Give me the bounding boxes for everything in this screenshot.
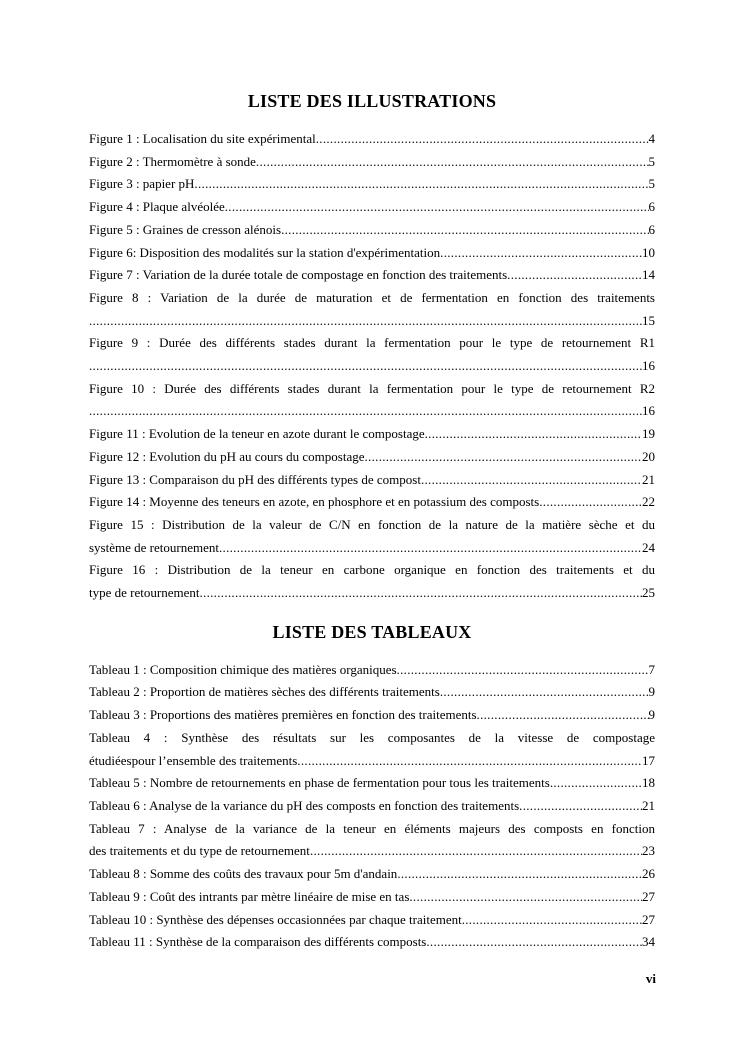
dot-leader (316, 128, 649, 151)
entry-title: Tableau 5 : Nombre de retournements en phase de fermentation pour tous les traitements (89, 775, 550, 791)
entry-page-number: 9 (648, 707, 655, 723)
entry-page-number: 18 (642, 775, 655, 791)
dot-leader (440, 681, 649, 704)
entry-page-number: 19 (642, 426, 655, 442)
toc-entry[interactable] (89, 491, 655, 514)
entry-page-number: 21 (642, 797, 655, 813)
toc-entry[interactable] (89, 818, 655, 863)
entry-title: Figure 7 : Variation de la durée totale de compostage en fonction des traitements (89, 267, 508, 283)
toc-entry[interactable] (89, 128, 655, 151)
entry-page-number: 17 (642, 752, 655, 768)
entry-continuation (89, 582, 655, 605)
dot-leader (397, 659, 649, 682)
entry-title: Figure 15 : Distribution de la valeur de C/N en fonction de la nature de la matière sèche et du (89, 516, 655, 532)
entry-page-number: 34 (642, 934, 655, 950)
entry-page-number: 25 (642, 585, 655, 601)
entry-title: Tableau 3 : Proportions des matières premières en fonction des traitements (89, 707, 477, 723)
toc-entry[interactable] (89, 681, 655, 704)
entry-continuation (89, 400, 655, 423)
toc-entry[interactable] (89, 423, 655, 446)
entry-title: Tableau 4 : Synthèse des résultats sur les composantes de la vitesse de compostage (89, 729, 655, 745)
entry-title-continued: étudiéespour l’ensemble des traitements (89, 752, 298, 768)
entry-page-number: 5 (648, 176, 655, 192)
toc-entry[interactable] (89, 332, 655, 377)
dot-leader (397, 863, 642, 886)
entry-title: Figure 12 : Evolution du pH au cours du compostage (89, 448, 365, 464)
entry-title: Figure 8 : Variation de la durée de maturation et de fermentation en fonction des traitements (89, 289, 655, 305)
toc-entry[interactable] (89, 173, 655, 196)
toc-entry[interactable] (89, 151, 655, 174)
dot-leader (425, 423, 642, 446)
dot-leader (194, 173, 648, 196)
toc-entry[interactable] (89, 514, 655, 559)
dot-leader (519, 795, 642, 818)
entry-continuation (89, 310, 655, 333)
illustrations-list (89, 128, 655, 605)
entry-page-number: 6 (648, 221, 655, 237)
entry-page-number: 16 (642, 358, 655, 374)
toc-entry[interactable] (89, 219, 655, 242)
entry-page-number: 10 (642, 244, 655, 260)
page-content (89, 88, 655, 954)
toc-entry[interactable] (89, 469, 655, 492)
dot-leader (462, 909, 642, 932)
toc-entry[interactable] (89, 446, 655, 469)
toc-entry[interactable] (89, 378, 655, 423)
dot-leader (256, 151, 649, 174)
dot-leader (199, 582, 642, 605)
dot-leader (89, 355, 642, 378)
entry-continuation (89, 537, 655, 560)
toc-entry[interactable] (89, 727, 655, 772)
dot-leader (365, 446, 643, 469)
toc-entry[interactable] (89, 863, 655, 886)
entry-title: Figure 13 : Comparaison du pH des différents types de compost (89, 471, 421, 487)
toc-entry[interactable] (89, 242, 655, 265)
dot-leader (426, 931, 642, 954)
entry-title: Tableau 6 : Analyse de la variance du pH des composts en fonction des traitements (89, 797, 520, 813)
entry-page-number: 4 (648, 131, 655, 146)
toc-entry[interactable] (89, 909, 655, 932)
entry-page-number: 9 (648, 684, 655, 700)
dot-leader (507, 264, 642, 287)
entry-continuation (89, 840, 655, 863)
dot-leader (225, 196, 649, 219)
toc-entry[interactable] (89, 196, 655, 219)
entry-title: Tableau 7 : Analyse de la variance de la teneur en éléments majeurs des composts en fonction (89, 820, 655, 836)
dot-leader (550, 772, 642, 795)
toc-entry[interactable] (89, 559, 655, 604)
entry-page-number: 14 (642, 267, 655, 283)
entry-page-number: 16 (642, 403, 655, 419)
entry-page-number: 22 (642, 494, 655, 510)
dot-leader (440, 242, 642, 265)
dot-leader (89, 400, 642, 423)
dot-leader (409, 886, 642, 909)
entry-title: Figure 10 : Durée des différents stades durant la fermentation pour le type de retournement R2 (89, 380, 655, 396)
entry-page-number: 23 (642, 843, 655, 859)
dot-leader (539, 491, 642, 514)
entry-page-number: 15 (642, 312, 655, 328)
dot-leader (219, 537, 642, 560)
dot-leader (281, 219, 648, 242)
entry-title: Figure 3 : papier pH (89, 176, 195, 192)
illustrations-title: LISTE DES ILLUSTRATIONS (247, 91, 497, 111)
entry-page-number: 21 (642, 471, 655, 487)
entry-title: Figure 5 : Graines de cresson alénois (89, 221, 282, 237)
toc-entry[interactable] (89, 659, 655, 682)
tables-list (89, 659, 655, 954)
toc-entry[interactable] (89, 795, 655, 818)
entry-title-continued: système de retournement (89, 539, 219, 555)
entry-continuation (89, 355, 655, 378)
toc-entry[interactable] (89, 287, 655, 332)
toc-entry[interactable] (89, 931, 655, 954)
entry-page-number: 27 (642, 911, 655, 927)
entry-title: Figure 4 : Plaque alvéolée (89, 199, 225, 215)
entry-title: Tableau 9 : Coût des intrants par mètre linéaire de mise en tas (89, 888, 410, 904)
entry-title: Tableau 1 : Composition chimique des matières organiques (89, 661, 397, 677)
entry-page-number: 5 (648, 153, 655, 169)
dot-leader (421, 469, 642, 492)
dot-leader (310, 840, 642, 863)
entry-title: Figure 11 : Evolution de la teneur en azote durant le compostage (89, 426, 425, 442)
entry-title: Figure 16 : Distribution de la teneur en carbone organique en fonction des traitements et du (89, 562, 655, 578)
entry-title: Tableau 10 : Synthèse des dépenses occasionnées par chaque traitement (89, 911, 462, 927)
entry-page-number: 27 (642, 888, 655, 904)
entry-title: Figure 14 : Moyenne des teneurs en azote, en phosphore et en potassium des composts (89, 494, 540, 510)
entry-title: Figure 6: Disposition des modalités sur la station d'expérimentation (89, 244, 441, 260)
dot-leader (89, 310, 642, 333)
entry-title: Tableau 2 : Proportion de matières sèches des différents traitements (89, 684, 440, 700)
entry-title: Figure 1 : Localisation du site expérimental (89, 131, 316, 146)
toc-entry[interactable] (89, 772, 655, 795)
toc-entry[interactable] (89, 264, 655, 287)
tables-title: LISTE DES TABLEAUX (272, 621, 472, 642)
entry-continuation (89, 750, 655, 773)
entry-page-number: 20 (642, 448, 655, 464)
dot-leader (297, 750, 642, 773)
entry-title-continued: des traitements et du type de retournement (89, 843, 310, 859)
page-number: vi (645, 971, 656, 986)
toc-entry[interactable] (89, 886, 655, 909)
dot-leader (477, 704, 649, 727)
entry-page-number: 26 (642, 866, 655, 882)
entry-title: Figure 2 : Thermomètre à sonde (89, 153, 256, 169)
entry-page-number: 24 (642, 539, 655, 555)
entry-title: Tableau 8 : Somme des coûts des travaux pour 5m d'andain (89, 866, 398, 882)
entry-page-number: 6 (648, 199, 655, 215)
entry-title: Figure 9 : Durée des différents stades durant la fermentation pour le type de retournement R1 (89, 335, 655, 351)
entry-page-number: 7 (648, 661, 655, 677)
entry-title: Tableau 11 : Synthèse de la comparaison des différents composts (89, 934, 427, 950)
toc-entry[interactable] (89, 704, 655, 727)
entry-title-continued: type de retournement (89, 585, 200, 601)
